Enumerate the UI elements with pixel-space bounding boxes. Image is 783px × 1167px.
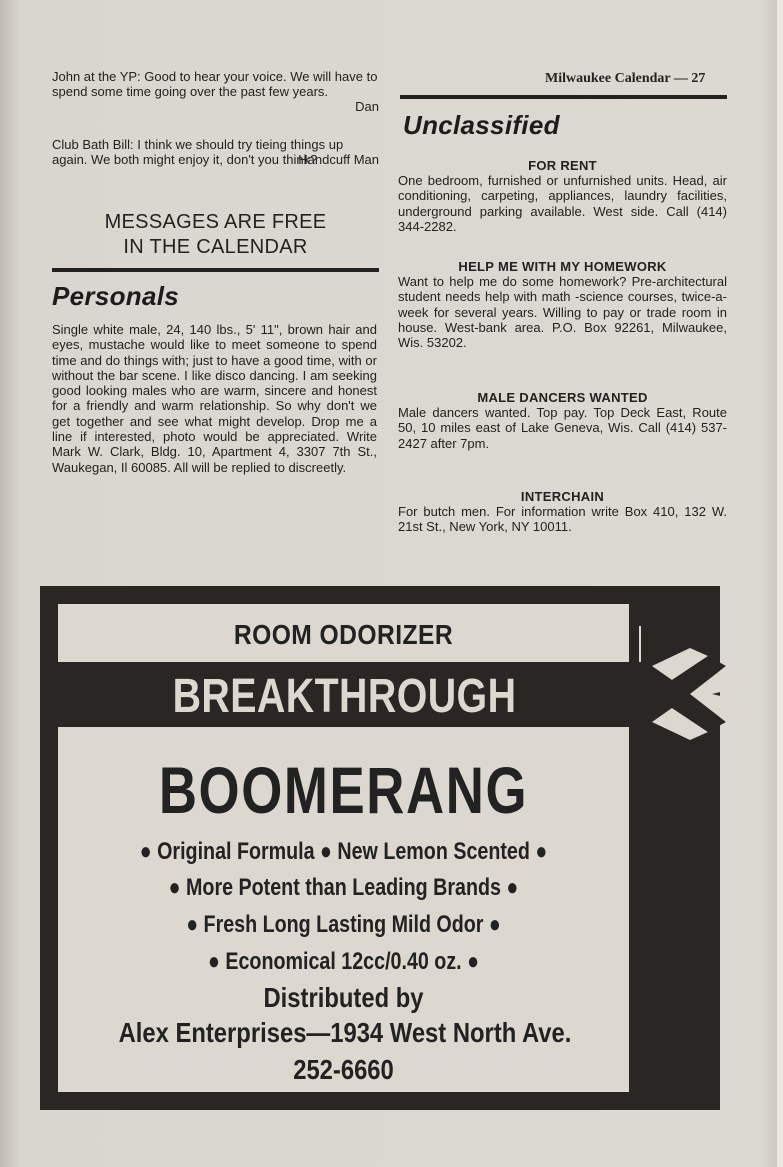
- message-signature: Handcuff Man: [298, 152, 379, 167]
- ad-heading: FOR RENT: [528, 158, 597, 173]
- message-text: Club Bath Bill: I think we should try tieing things up again. We both might enjoy it, don't you think?: [52, 137, 344, 167]
- ad-arrow-text: BREAKTHROUGH: [172, 670, 517, 723]
- classified-ad: [398, 259, 727, 350]
- classified-ad: [398, 158, 727, 234]
- personals-title: Personals: [52, 281, 179, 311]
- free-messages-notice: [52, 210, 379, 260]
- unclassified-title: Unclassified: [403, 110, 560, 140]
- ad-distributed: Distributed by: [263, 982, 424, 1013]
- personals-ad: Single white male, 24, 140 lbs., 5' 11", brown hair and eyes, mustache would like to meet someone to spend time and do things with; just to have a good time, with or without the bar scene. I like disco dancing. I am seeking good looking males who are warm, sincere and honest for a friendly and warm relationship. So why don't we get together and see what might develop. Drop me a line if interested, photo would be appreciated. Write Mark W. Clark, Bldg. 10, Apartment 4, 3307 7th St., Waukegan, Il 60085. All will be replied to discreetly.: [52, 322, 377, 475]
- ad-text: One bedroom, furnished or unfurnished units. Head, air conditioning, carpeting, appliances, laundry facilities, underground parking available. West side. Call (414) 344-2282.: [398, 173, 727, 234]
- notice-line: IN THE CALENDAR: [123, 236, 308, 258]
- section-divider: [400, 95, 727, 99]
- page-edge: [777, 0, 783, 1167]
- ad-text: Male dancers wanted. Top pay. Top Deck East, Route 50, 10 miles east of Lake Geneva, Wis. Call (414) 537-2427 after 7pm.: [398, 405, 727, 451]
- ad-phone: 252-6660: [293, 1054, 394, 1085]
- message-signature: Dan: [355, 99, 379, 114]
- ad-heading: MALE DANCERS WANTED: [477, 390, 648, 405]
- ad-bullet: ● Original Formula ● New Lemon Scented ●: [139, 838, 548, 865]
- ad-top-line: ROOM ODORIZER: [233, 619, 454, 650]
- ad-bullet: ● Economical 12cc/0.40 oz. ●: [208, 948, 479, 975]
- ad-heading: HELP ME WITH MY HOMEWORK: [458, 259, 667, 274]
- page-header: Milwaukee Calendar — 27: [545, 71, 706, 86]
- classified-ad: [398, 390, 727, 451]
- section-divider: [52, 268, 379, 272]
- message-text: John at the YP: Good to hear your voice. We will have to spend some time going over the past few years.: [52, 69, 378, 99]
- ad-text: Want to help me do some homework? Pre-architectural student needs help with math -science courses, twice-a-week for several years. Willing to pay or trade room in house. West-bank area. P.O. Box 92261, Milwaukee, Wis. 53202.: [398, 274, 727, 351]
- message-item: [52, 69, 379, 114]
- classified-ad: [398, 489, 727, 535]
- notice-line: MESSAGES ARE FREE: [104, 211, 327, 233]
- ad-text: For butch men. For information write Box 410, 132 W. 21st St., New York, NY 10011.: [398, 504, 727, 535]
- ad-bullet: ● Fresh Long Lasting Mild Odor ●: [186, 911, 501, 938]
- ad-bullet: ● More Potent than Leading Brands ●: [168, 874, 519, 901]
- ad-company: Alex Enterprises—1934 West North Ave.: [118, 1017, 572, 1048]
- ad-brand: BOOMERANG: [158, 753, 529, 827]
- ad-heading: INTERCHAIN: [520, 489, 605, 504]
- message-item: [52, 137, 379, 167]
